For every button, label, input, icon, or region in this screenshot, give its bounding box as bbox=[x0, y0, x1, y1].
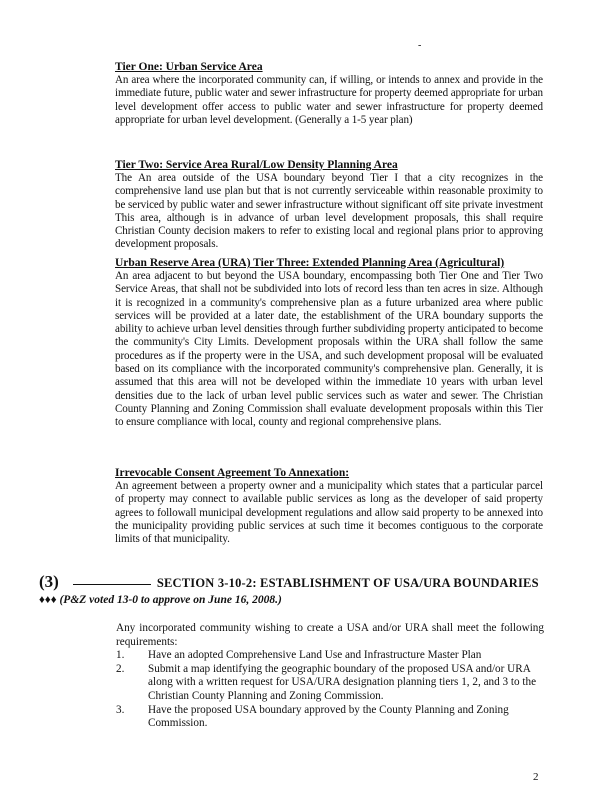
section-number: (3) bbox=[39, 572, 59, 591]
requirement-text: Have an adopted Comprehensive Land Use and Infrastructure Master Plan bbox=[148, 649, 482, 661]
section-heading-row bbox=[39, 572, 559, 592]
tier-two-block bbox=[115, 158, 543, 252]
consent-agreement-body: An agreement between a property owner and a municipality which states that a particular parcel of property may connect to available public services as long as the developer of said property agrees to followall municipal development regulations and allow said property to be annexed into the municipality providing public services at such time it becomes contiguous to the corporate limits of that municipality. bbox=[115, 480, 543, 546]
requirement-number: 1. bbox=[116, 649, 125, 661]
consent-agreement-heading: Irrevocable Consent Agreement To Annexation: bbox=[115, 467, 350, 479]
requirement-item bbox=[116, 649, 546, 662]
tier-one-body: An area where the incorporated community can, if willing, or intends to annex and provide in the immediate future, public water and sewer infrastructure for property deemed appropriate for urban level development offer access to public water and sewer infrastructure for property deemed appropriate for urban level development. (Generally a 1-5 year plan) bbox=[115, 74, 543, 126]
requirement-number: 2. bbox=[116, 663, 125, 676]
requirement-item bbox=[116, 663, 546, 703]
tier-three-body: An area adjacent to but beyond the USA boundary, encompassing both Tier One and Tier Two Service Areas, that shall not be subdivided into lots of record less than ten acres in size. Although it is recognized in a community's comprehensive plan as a future urbanized area where public services will be provided at a later date, the establishment of the URA boundary supports the ability to achieve urban level densities through further subdividing property anticipated to become the community's City Limits. Development proposals within the URA shall follow the same procedures as if the property were in the USA, and such development proposal will be evaluated based on its compliance with the incorporated community's comprehensive plan. Generally, it is assumed that this area will not be developed within the immediate 10 years with urban level densities due to the lack of urban level public services such as water and sewer. The Christian County Planning and Zoning Commission shall evaluate development proposals within this Tier to ensure compliance with local, county and regional comprehensive plans. bbox=[115, 270, 543, 429]
tier-one-heading: Tier One: Urban Service Area bbox=[115, 61, 263, 73]
vote-note: ♦♦♦ (P&Z voted 13-0 to approve on June 16, 2008.) bbox=[39, 594, 282, 606]
requirement-text: Submit a map identifying the geographic boundary of the proposed USA and/or URA along with a written request for USA/URA designation planning tiers 1, 2, and 3 to the Christian County Planning and Zoning Commission. bbox=[148, 663, 537, 702]
tier-two-body: The An area outside of the USA boundary beyond Tier I that a city recognizes in the comprehensive land use plan but that is not currently serviceable within reasonable proximity to be serviced by public water and sewer infrastructure without significant off site private investment This area, although is in advance of urban level development proposals, this shall require Christian County decision makers to refer to existing local and regional plans prior to approving development proposals. bbox=[115, 172, 543, 251]
top-mark: - bbox=[418, 40, 422, 51]
tier-three-block bbox=[115, 256, 543, 430]
tier-three-heading: Urban Reserve Area (URA) Tier Three: Extended Planning Area (Agricultural) bbox=[115, 257, 505, 269]
tier-one-block bbox=[115, 60, 543, 127]
section-intro: Any incorporated community wishing to create a USA and/or URA shall meet the following requirements: bbox=[116, 622, 544, 648]
section-title: SECTION 3-10-2: ESTABLISHMENT OF USA/URA BOUNDARIES bbox=[156, 576, 539, 590]
consent-agreement-block bbox=[115, 466, 543, 546]
requirements-list bbox=[116, 649, 546, 731]
requirement-number: 3. bbox=[116, 703, 125, 716]
page-number: 2 bbox=[533, 771, 539, 783]
requirement-item bbox=[116, 704, 546, 730]
tier-two-heading: Tier Two: Service Area Rural/Low Density Planning Area bbox=[115, 159, 398, 171]
requirement-text: Have the proposed USA boundary approved by the County Planning and Zoning Commission. bbox=[148, 703, 509, 730]
section-blank-line bbox=[73, 584, 151, 585]
